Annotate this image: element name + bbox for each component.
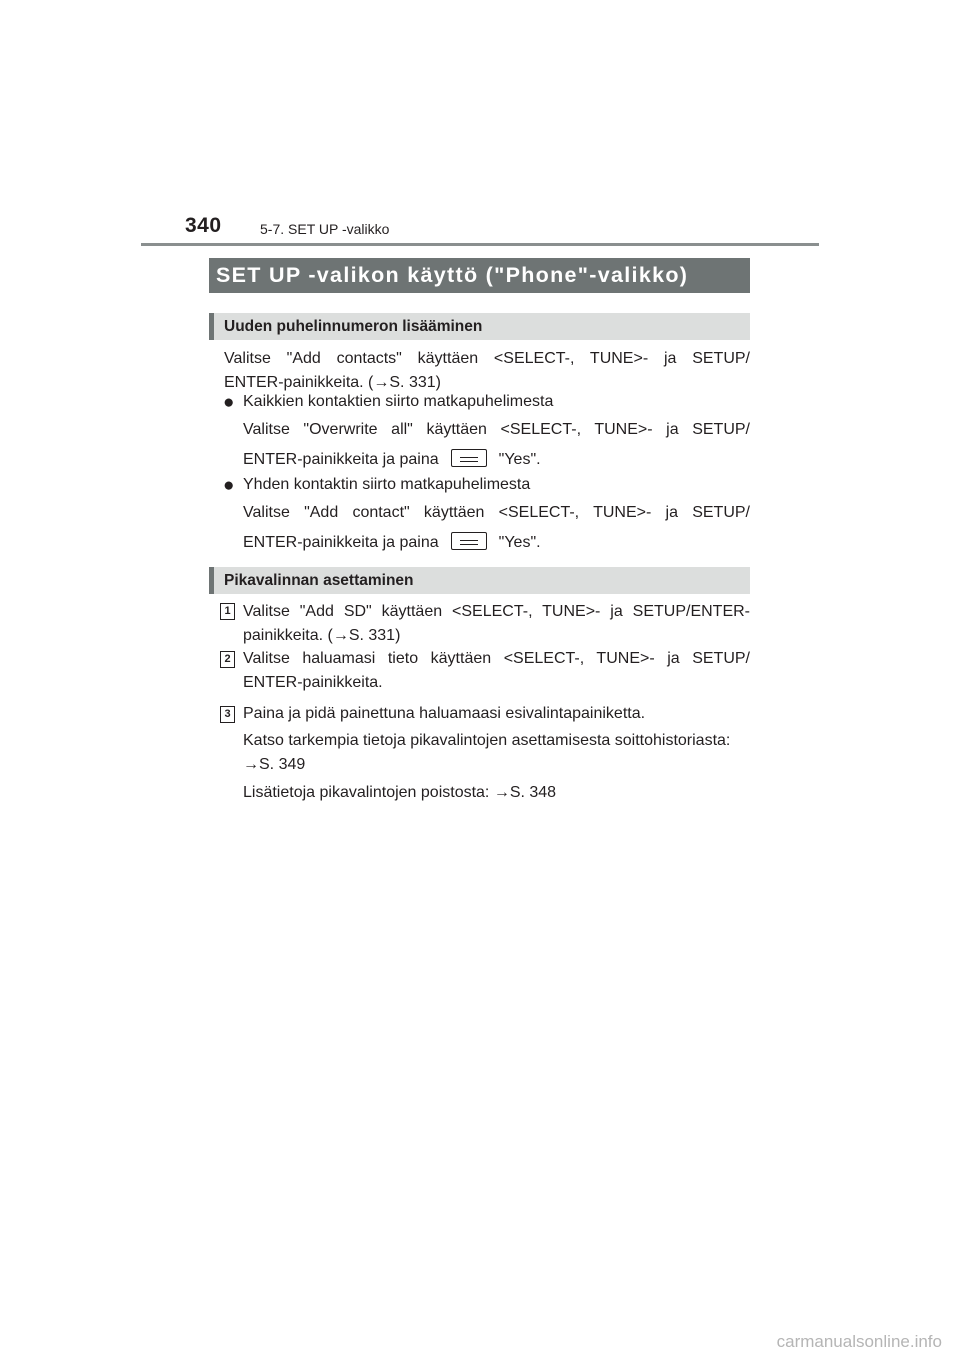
step-3-line-2: Katso tarkempia tietoja pikavalintojen asettamisesta soittohistoriasta: (243, 732, 731, 749)
step-3-line-4: Lisätietoja pikavalintojen poistosta: →S. 348 (243, 784, 557, 801)
bullet2-title: Yhden kontaktin siirto matkapuhelimesta (243, 476, 531, 493)
header-rule (141, 243, 819, 246)
bullet1-title: Kaikkien kontaktien siirto matkapuhelimesta (243, 393, 554, 410)
bullet2-line-2 (243, 531, 541, 555)
bullet1-line-1: Valitse "Overwrite all" käyttäen <SELECT-, TUNE>- ja SETUP/ (243, 421, 750, 438)
step-number-1: 1 (220, 603, 235, 620)
bullet2-line-1: Valitse "Add contact" käyttäen <SELECT-, TUNE>- ja SETUP/ (243, 504, 750, 521)
step-2-line-2: ENTER-painikkeita. (243, 674, 383, 691)
step-1-text (243, 600, 750, 648)
step-1-line-1: Valitse "Add SD" käyttäen <SELECT-, TUNE>- ja SETUP/ENTER- (243, 603, 750, 620)
step-3-line-1: Paina ja pidä painettuna haluamaasi esivalintapainiketta. (243, 705, 646, 722)
bullet-dot-icon: ● (223, 392, 235, 413)
preset-button-icon (451, 449, 487, 467)
step-2-line-1: Valitse haluamasi tieto käyttäen <SELECT-, TUNE>- ja SETUP/ (243, 650, 750, 667)
bullet1-line-2b: "Yes". (498, 451, 541, 468)
bullet-dot-icon: ● (223, 475, 235, 496)
step-3-text (243, 702, 750, 805)
step-1-line-2: painikkeita. (→S. 331) (243, 627, 401, 644)
page-number: 340 (185, 214, 222, 237)
step-2-text (243, 647, 750, 695)
intro-line-2: ENTER-painikkeita. (→S. 331) (224, 374, 441, 391)
bullet1-line-2a: ENTER-painikkeita ja paina (243, 451, 439, 468)
running-header: 5-7. SET UP -valikko (260, 221, 390, 237)
bullet1-line-2 (243, 448, 541, 472)
section-title: SET UP -valikon käyttö ("Phone"-valikko) (216, 263, 689, 287)
bullet2-line-2b: "Yes". (498, 534, 541, 551)
subheading-speed-dial: Pikavalinnan asettaminen (224, 572, 414, 589)
subheading-bar-speed-dial (209, 567, 750, 594)
step-number-2: 2 (220, 651, 235, 668)
step-3-line-3: →S. 349 (243, 756, 306, 773)
intro-line-1: Valitse "Add contacts" käyttäen <SELECT-, TUNE>- ja SETUP/ (224, 350, 750, 367)
bullet2-line-2a: ENTER-painikkeita ja paina (243, 534, 439, 551)
footer-watermark: carmanualsonline.info (776, 1332, 942, 1351)
step-number-3: 3 (220, 706, 235, 723)
intro-paragraph (224, 347, 750, 395)
subheading-bar-add-number (209, 313, 750, 340)
preset-button-icon (451, 532, 487, 550)
subheading-add-number: Uuden puhelinnumeron lisääminen (224, 318, 483, 335)
